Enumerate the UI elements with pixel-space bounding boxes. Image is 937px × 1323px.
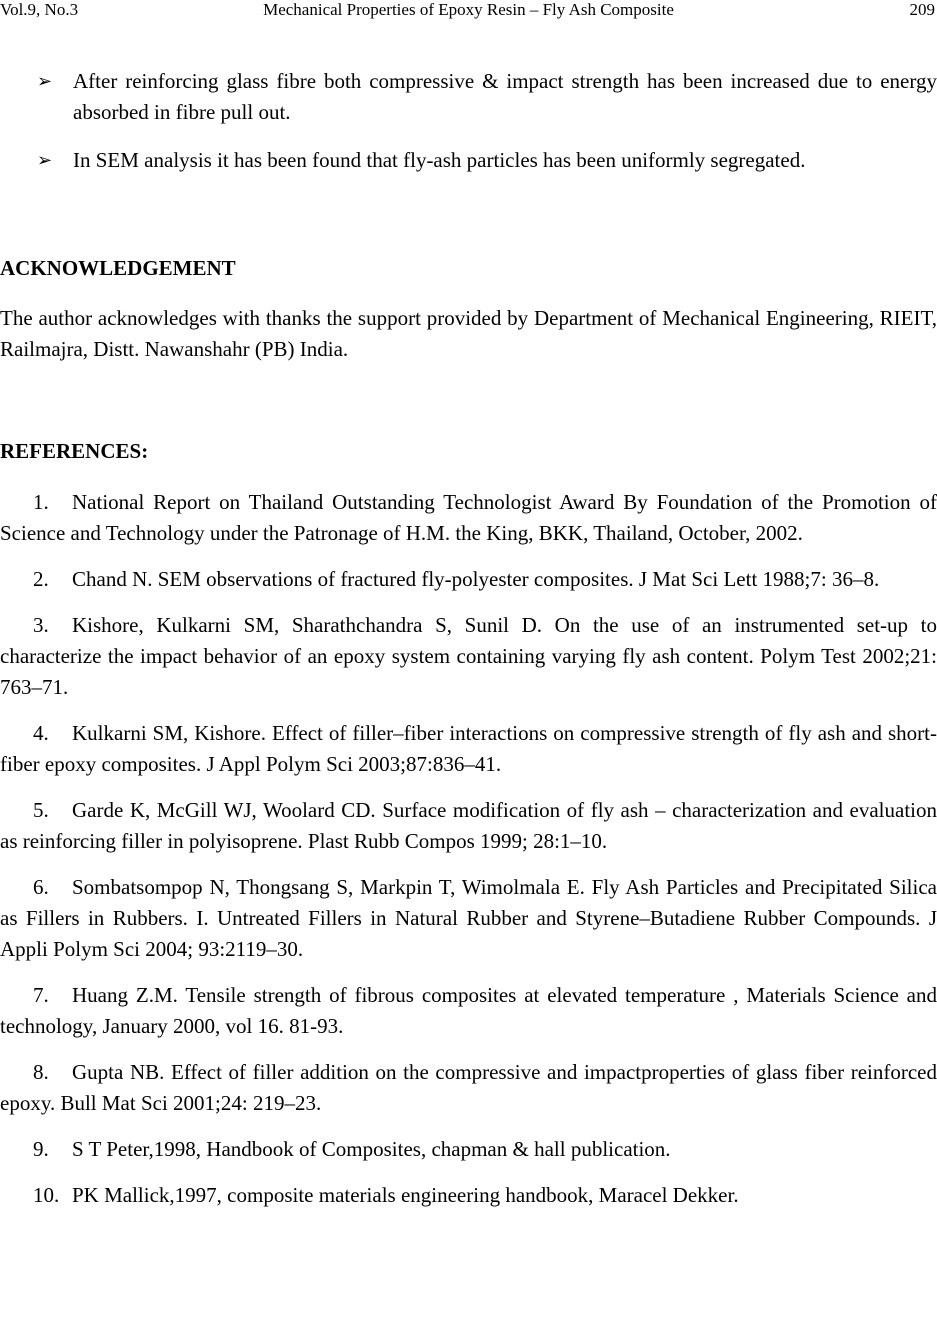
reference-number: 7.: [33, 983, 49, 1007]
reference-number: 6.: [33, 875, 49, 899]
reference-item: [0, 610, 937, 703]
reference-list: [0, 487, 937, 1226]
journal-volume: Vol.9, No.3: [0, 0, 79, 19]
reference-number: 2.: [33, 567, 49, 591]
reference-text: Gupta NB. Effect of filler addition on the compressive and impactproperties of glass fiber reinforced epoxy. Bull Mat Sci 2001;24: 219–23.: [0, 1060, 937, 1115]
reference-text: S T Peter,1998, Handbook of Composites, chapman & hall publication.: [72, 1137, 671, 1161]
reference-number: 4.: [33, 721, 49, 745]
bullet-text: After reinforcing glass fibre both compressive & impact strength has been increased due to energy absorbed in fibre pull out.: [73, 69, 937, 124]
reference-item: [0, 487, 937, 549]
reference-item: [0, 1180, 937, 1211]
reference-text: PK Mallick,1997, composite materials engineering handbook, Maracel Dekker.: [72, 1183, 739, 1207]
acknowledgement-heading: ACKNOWLEDGEMENT: [0, 256, 236, 280]
bullet-text: In SEM analysis it has been found that fly-ash particles has been uniformly segregated.: [73, 148, 806, 172]
reference-number: 8.: [33, 1060, 49, 1084]
reference-number: 9.: [33, 1137, 49, 1161]
running-header: [0, 0, 937, 22]
acknowledgement-text: The author acknowledges with thanks the support provided by Department of Mechanical Engineering, RIEIT, Railmajra, Distt. Nawanshahr (PB) India.: [0, 306, 937, 361]
reference-item: [0, 872, 937, 965]
reference-number: 5.: [33, 798, 49, 822]
reference-number: 3.: [33, 613, 49, 637]
running-title: Mechanical Properties of Epoxy Resin – Fly Ash Composite: [263, 0, 674, 19]
reference-text: Chand N. SEM observations of fractured fly-polyester composites. J Mat Sci Lett 1988;7: 36–8.: [72, 567, 880, 591]
arrow-bullet-icon: ➢: [37, 150, 53, 171]
conclusion-bullets: [0, 66, 937, 193]
reference-text: Sombatsompop N, Thongsang S, Markpin T, Wimolmala E. Fly Ash Particles and Precipitated Silica as Fillers in Rubbers. I. Untreated Fillers in Natural Rubber and Styrene–Butadiene Rubber Compounds. J Appli Polym Sci 2004; 93:2119–30.: [0, 875, 937, 961]
reference-number: 1.: [33, 490, 49, 514]
reference-text: Huang Z.M. Tensile strength of fibrous composites at elevated temperature , Materials Science and technology, January 2000, vol 16. 81-93.: [0, 983, 937, 1038]
reference-item: [0, 564, 937, 595]
bullet-item: [0, 66, 937, 128]
reference-item: [0, 980, 937, 1042]
reference-text: Garde K, McGill WJ, Woolard CD. Surface modification of fly ash – characterization and evaluation as reinforcing filler in polyisoprene. Plast Rubb Compos 1999; 28:1–10.: [0, 798, 937, 853]
reference-text: Kishore, Kulkarni SM, Sharathchandra S, Sunil D. On the use of an instrumented set-up to characterize the impact behavior of an epoxy system containing varying fly ash content. Polym Test 2002;21: 763–71.: [0, 613, 937, 699]
reference-text: Kulkarni SM, Kishore. Effect of filler–fiber interactions on compressive strength of fly ash and short-fiber epoxy composites. J Appl Polym Sci 2003;87:836–41.: [0, 721, 937, 776]
reference-text: National Report on Thailand Outstanding Technologist Award By Foundation of the Promotion of Science and Technology under the Patronage of H.M. the King, BKK, Thailand, October, 2002.: [0, 490, 937, 545]
reference-item: [0, 1134, 937, 1165]
references-heading: REFERENCES:: [0, 439, 149, 463]
reference-item: [0, 795, 937, 857]
reference-item: [0, 718, 937, 780]
reference-number: 10.: [33, 1183, 60, 1207]
arrow-bullet-icon: ➢: [37, 71, 53, 92]
bullet-item: [0, 145, 937, 176]
reference-item: [0, 1057, 937, 1119]
page-number: 209: [909, 0, 935, 19]
